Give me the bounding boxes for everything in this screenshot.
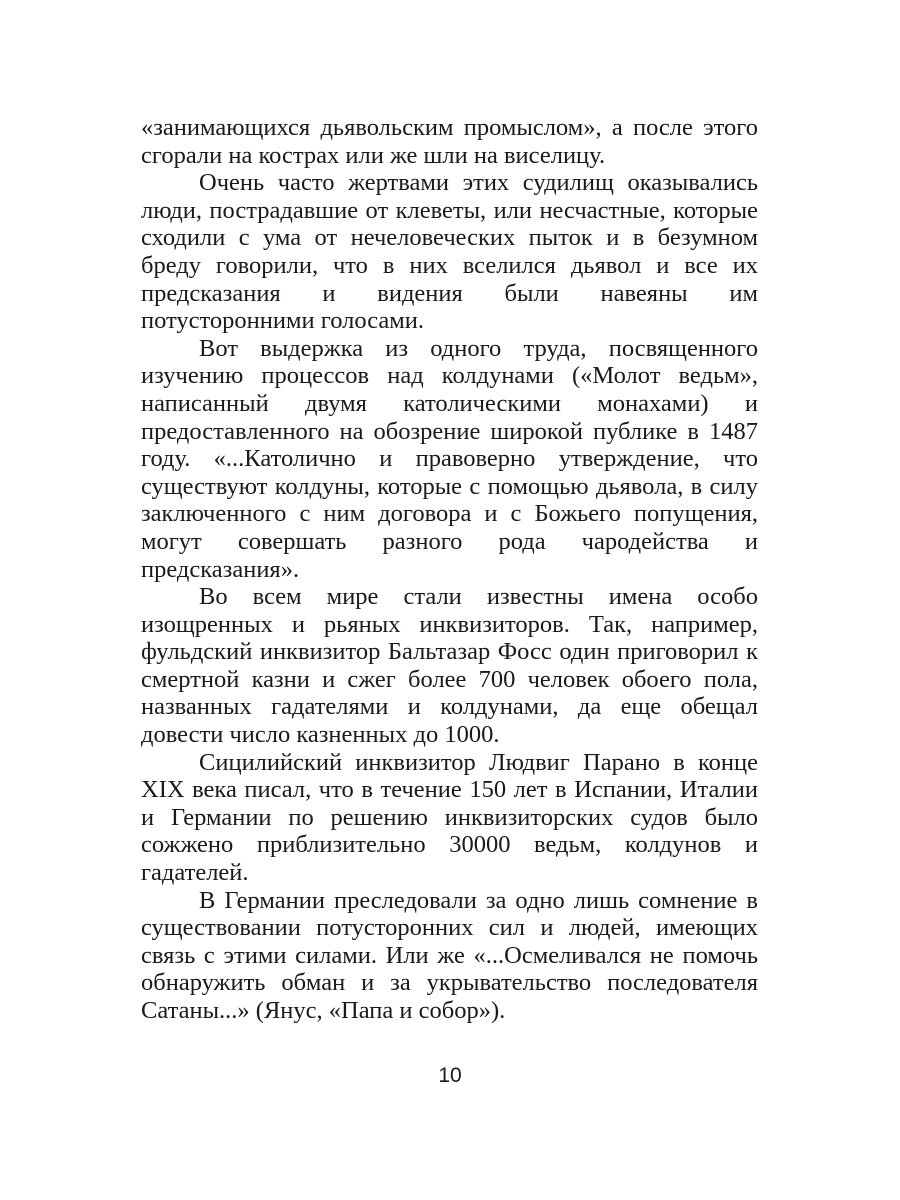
body-text (141, 114, 758, 1025)
paragraph-parano: Сицилийский инквизитор Людвиг Парано в конце XIX века писал, что в течение 150 лет в Испании, Италии и Германии по решению инквизиторских судов было сожжено приблизительно 30000 ведьм, колдунов и гадателей. (141, 748, 758, 887)
page-number: 10 (438, 1064, 462, 1087)
paragraph-victims: Очень часто жертвами этих судилищ оказывались люди, пострадавшие от клеветы, или несчастные, которые сходили с ума от нечеловеческих пыток и в безумном бреду говорили, что в них вселился дьявол и все их предсказания и видения были навеяны им потусторонними голосами. (141, 169, 758, 335)
paragraph-continuation: «занимающихся дьявольским промыслом», а после этого сгорали на кострах или же шли на виселицу. (141, 114, 758, 169)
paragraph-malleus-quote: Вот выдержка из одного труда, посвященного изучению процессов над колдунами («Молот ведьм», написанный двумя католическими монахами) и предоставленного на обозрение широкой публике в 1487 году. «...Католично и правоверно утверждение, что существуют колдуны, которые с помощью дьявола, в силу заключенного с ним договора и с Божьего попущения, могут совершать разного рода чародейства и предсказания». (141, 334, 758, 583)
paragraph-germany: В Германии преследовали за одно лишь сомнение в существовании потусторонних сил и людей, имеющих связь с этими силами. Или же «...Осмеливался не помочь обнаружить обман и за укрывательство последователя Сатаны...» (Янус, «Папа и собор»). (141, 886, 758, 1024)
paragraph-inquisitors: Во всем мире стали известны имена особо изощренных и рьяных инквизиторов. Так, например, фульдский инквизитор Бальтазар Фосс один приговорил к смертной казни и сжег более 700 человек обоего пола, названных гадателями и колдунами, да еще обещал довести число казненных до 1000. (141, 583, 758, 749)
